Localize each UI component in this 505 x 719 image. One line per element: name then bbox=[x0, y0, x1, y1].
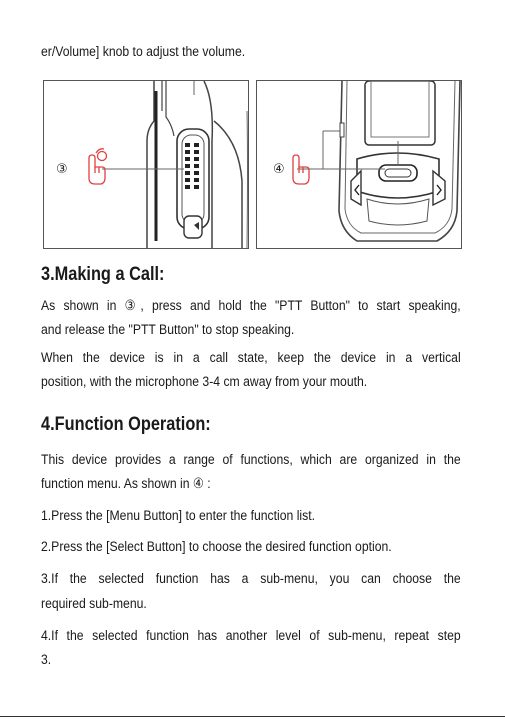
continued-text-line: er/Volume] knob to adjust the volume. bbox=[41, 44, 246, 60]
paragraph-line: and release the "PTT Button" to stop speaking. bbox=[41, 322, 295, 338]
section-heading-function-operation: 4.Function Operation: bbox=[41, 414, 211, 435]
list-item: 1.Press the [Menu Button] to enter the function list. bbox=[41, 508, 316, 524]
page-bottom-rule bbox=[0, 716, 505, 717]
list-item-continued: required sub-menu. bbox=[41, 596, 147, 612]
figure-menu-buttons bbox=[256, 80, 462, 249]
paragraph-line: position, with the microphone 3-4 cm away from your mouth. bbox=[41, 374, 368, 390]
section-heading-making-call: 3.Making a Call: bbox=[41, 264, 165, 285]
figure-ptt-button bbox=[43, 80, 249, 249]
paragraph-line: When the device is in a call state, keep the device in a vertical bbox=[41, 350, 461, 366]
list-item: 3.If the selected function has a sub-menu, you can choose the bbox=[41, 571, 461, 587]
paragraph-line: As shown in ③, press and hold the "PTT Button" to start speaking, bbox=[41, 298, 461, 314]
figure-marker-3: ③ bbox=[56, 161, 68, 176]
list-item-continued: 3. bbox=[41, 652, 52, 668]
list-item: 4.If the selected function has another level of sub-menu, repeat step bbox=[41, 628, 461, 644]
paragraph-line: This device provides a range of functions, which are organized in the bbox=[41, 452, 461, 468]
figure-marker-4: ④ bbox=[273, 161, 285, 176]
paragraph-line: function menu. As shown in ④ : bbox=[41, 476, 211, 492]
list-item: 2.Press the [Select Button] to choose the desired function option. bbox=[41, 539, 392, 555]
